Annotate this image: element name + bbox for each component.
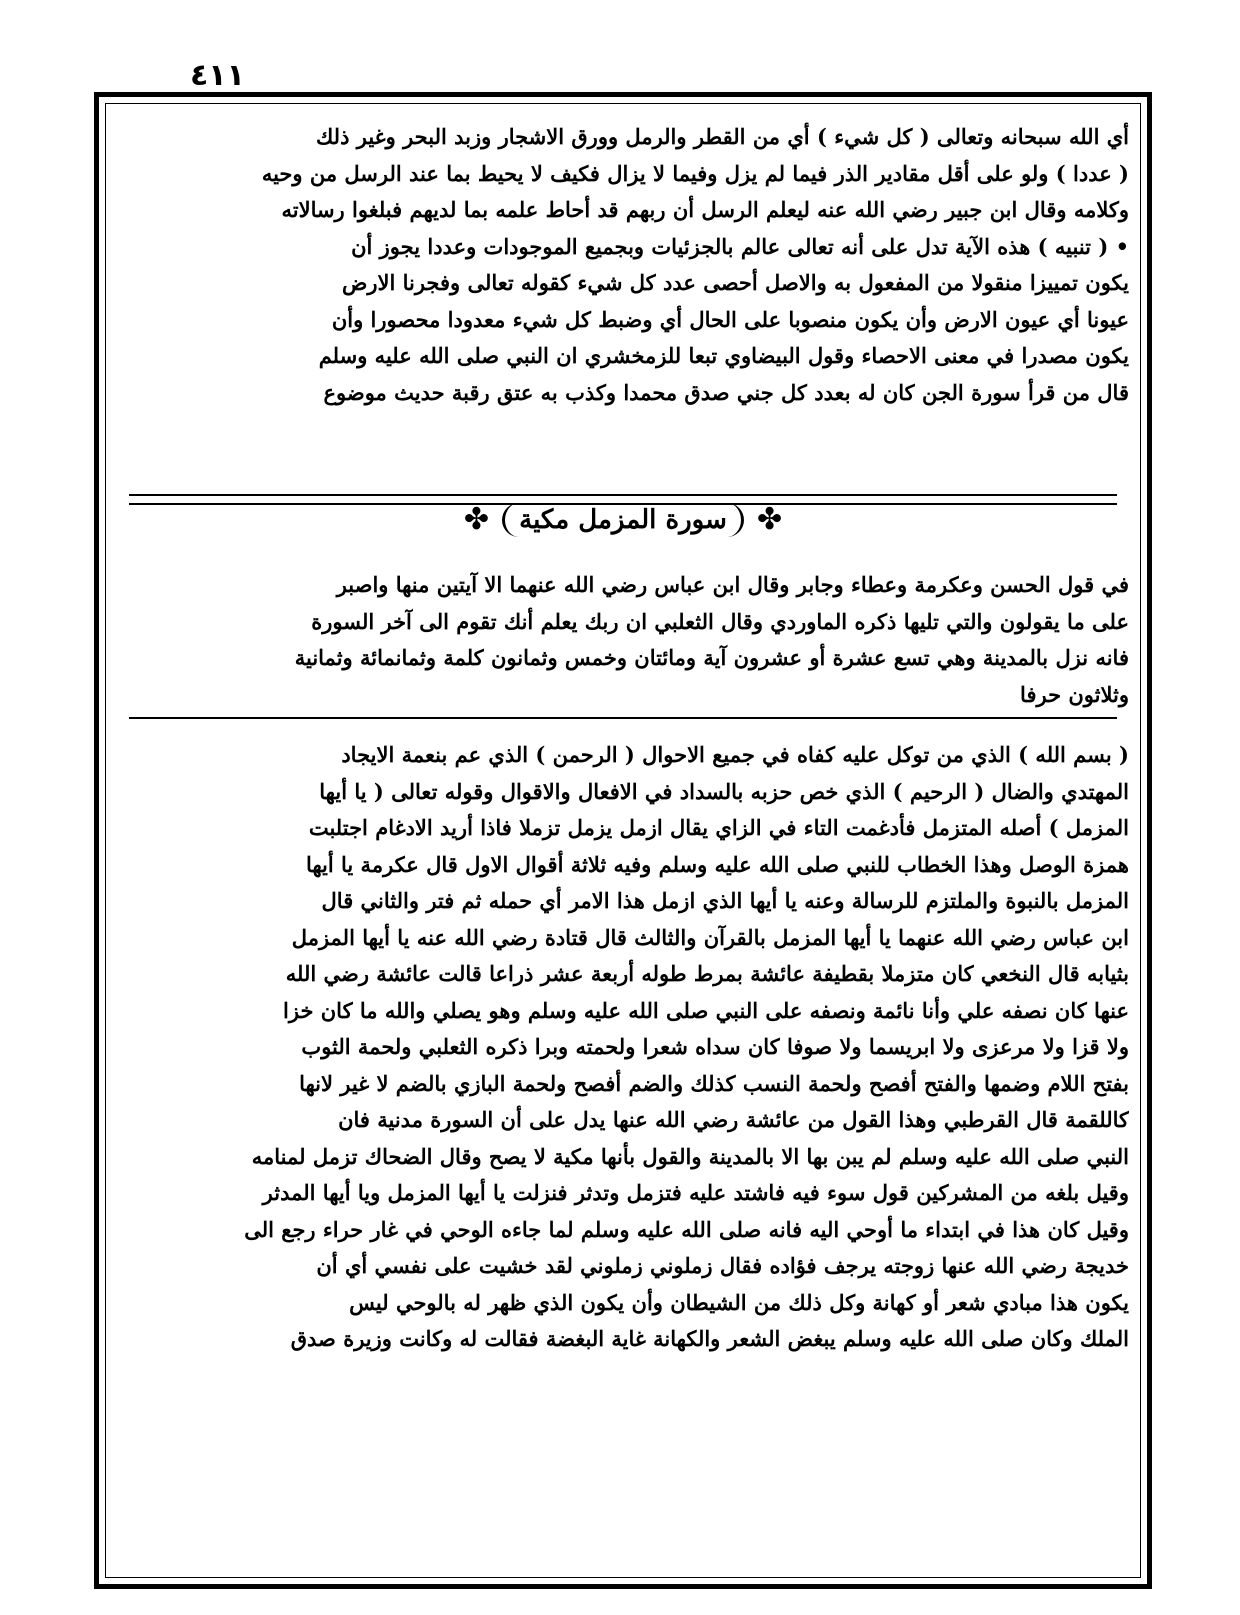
text-line: الملك وكان صلى الله عليه وسلم يبغض الشعر والكهانة غاية البغضة فقالت له وكانت وزيرة صدق <box>290 1326 1129 1351</box>
text-line: وقيل كان هذا في ابتداء ما أوحي اليه فانه صلى الله عليه وسلم لما جاءه الوحي في غار حراء رجع الى <box>244 1216 1129 1242</box>
text-line: أي الله سبحانه وتعالى ( كل شيء ) أي من القطر والرمل وورق الاشجار وزبد البحر وغير ذلك <box>315 124 1129 149</box>
text-line: فانه نزل بالمدينة وهي تسع عشرة أو عشرون آية ومائتان وخمس وثمانون كلمة وثمانمائة وثمانية <box>294 645 1129 670</box>
text-line: • ( تنبيه ) هذه الآية تدل على أنه تعالى عالم بالجزئيات وبجميع الموجودات وعددا يجوز أن <box>351 233 1129 259</box>
text-line: بثيابه قال النخعي كان متزملا بقطيفة عائشة بمرط طوله أربعة عشر ذراعا قالت عائشة رضي الله <box>285 961 1129 986</box>
text-line: ( بسم الله ) الذي من توكل عليه كفاه في جميع الاحوال ( الرحمن ) الذي عم بنعمة الايجاد <box>341 742 1129 767</box>
surah-title: سورة المزمل مكية <box>502 503 744 537</box>
text-line: ولا قزا ولا مرعزى ولا ابريسما ولا صوفا كان سداه شعرا ولحمته وبرا ذكره الثعلبي ولحمة الثوب <box>301 1034 1129 1059</box>
text-line: عنها كان نصفه علي وأنا نائمة ونصفه على النبي صلى الله عليه وسلم وهو يصلي والله ما كان خزا <box>283 997 1129 1023</box>
text-line: المزمل بالنبوة والملتزم للرسالة وعنه يا أيها الذي ازمل هذا الامر أي حمله ثم فتر والثاني قال <box>321 888 1129 913</box>
commentary-body <box>117 737 1129 1358</box>
text-line: ابن عباس رضي الله عنهما يا أيها المزمل بالقرآن والثالث قال قتادة رضي الله عنه يا أيها المزمل <box>291 924 1129 950</box>
text-line: قال من قرأ سورة الجن كان له بعدد كل جني صدق محمدا وكذب به عتق رقبة حديث موضوع <box>323 379 1129 405</box>
text-line: ( عددا ) ولو على أقل مقادير الذر فيما لم يزل وفيما لا يزال فكيف لا يحيط بما عند الرسل من وحيه <box>261 160 1129 186</box>
text-line: المزمل ) أصله المتزمل فأدغمت التاء في الزاي يقال ازمل يزمل تزملا فاذا أريد الادغام اجتلبت <box>308 815 1129 840</box>
surah-introduction <box>117 567 1129 713</box>
commentary-divider <box>129 717 1117 719</box>
text-line: النبي صلى الله عليه وسلم لم يبن بها الا بالمدينة والقول بأنها مكية لا يصح وقال الضحاك تزمل لمنامه <box>251 1143 1129 1169</box>
text-line: يكون تمييزا منقولا من المفعول به والاصل أحصى عدد كل شيء كقوله تعالى وفجرنا الارض <box>341 270 1129 295</box>
text-line: همزة الوصل وهذا الخطاب للنبي صلى الله عليه وسلم وفيه ثلاثة أقوال الاول قال عكرمة يا أيها <box>305 851 1129 877</box>
page-frame <box>94 92 1152 1589</box>
text-line: المهتدي والضال ( الرحيم ) الذي خص حزبه بالسداد في الافعال والاقوال وقوله تعالى ( يا أيها <box>319 778 1129 804</box>
text-line: يكون مصدرا في معنى الاحصاء وقول البيضاوي تبعا للزمخشري ان النبي صلى الله عليه وسلم <box>318 343 1129 368</box>
text-line: وثلاثون حرفا <box>1020 681 1129 707</box>
text-line: خديجة رضي الله عنها زوجته يرجف فؤاده فقال زملوني زملوني لقد خشيت على نفسي أي أن <box>316 1253 1129 1278</box>
text-line: كاللقمة قال القرطبي وهذا القول من عائشة رضي الله عنها يدل على أن السورة مدنية فان <box>338 1107 1129 1132</box>
surah-header <box>99 502 1147 537</box>
text-line: وكلامه وقال ابن جبير رضي الله عنه ليعلم الرسل أن ربهم قد أحاط علمه بما لديهم فبلغوا رسالاته <box>281 197 1129 222</box>
preceding-surah-ending <box>117 119 1129 411</box>
text-line: على ما يقولون والتي تليها ذكره الماوردي وقال الثعلبي ان ربك يعلم أنك تقوم الى آخر السورة <box>311 608 1129 634</box>
text-line: يكون هذا مبادي شعر أو كهانة وكل ذلك من الشيطان وأن يكون الذي ظهر له بالوحي ليس <box>349 1289 1129 1315</box>
text-line: عيونا أي عيون الارض وأن يكون منصوبا على الحال أي وضبط كل شيء معدودا محصورا وأن <box>331 306 1129 332</box>
ornament-right-icon: ✤ <box>756 502 783 537</box>
page-number: ٤١١ <box>190 58 245 93</box>
text-line: بفتح اللام وضمها والفتح أفصح ولحمة النسب كذلك والضم أفصح ولحمة البازي بالضم لا غير لانها <box>299 1070 1129 1096</box>
text-line: وقيل بلغه من المشركين قول سوء فيه فاشتد عليه فتزمل وتدثر فنزلت يا أيها المزمل ويا أيها المدثر <box>262 1180 1129 1205</box>
ornament-left-icon: ✤ <box>463 502 490 537</box>
text-line: في قول الحسن وعكرمة وعطاء وجابر وقال ابن عباس رضي الله عنهما الا آيتين منها واصبر <box>336 572 1129 597</box>
